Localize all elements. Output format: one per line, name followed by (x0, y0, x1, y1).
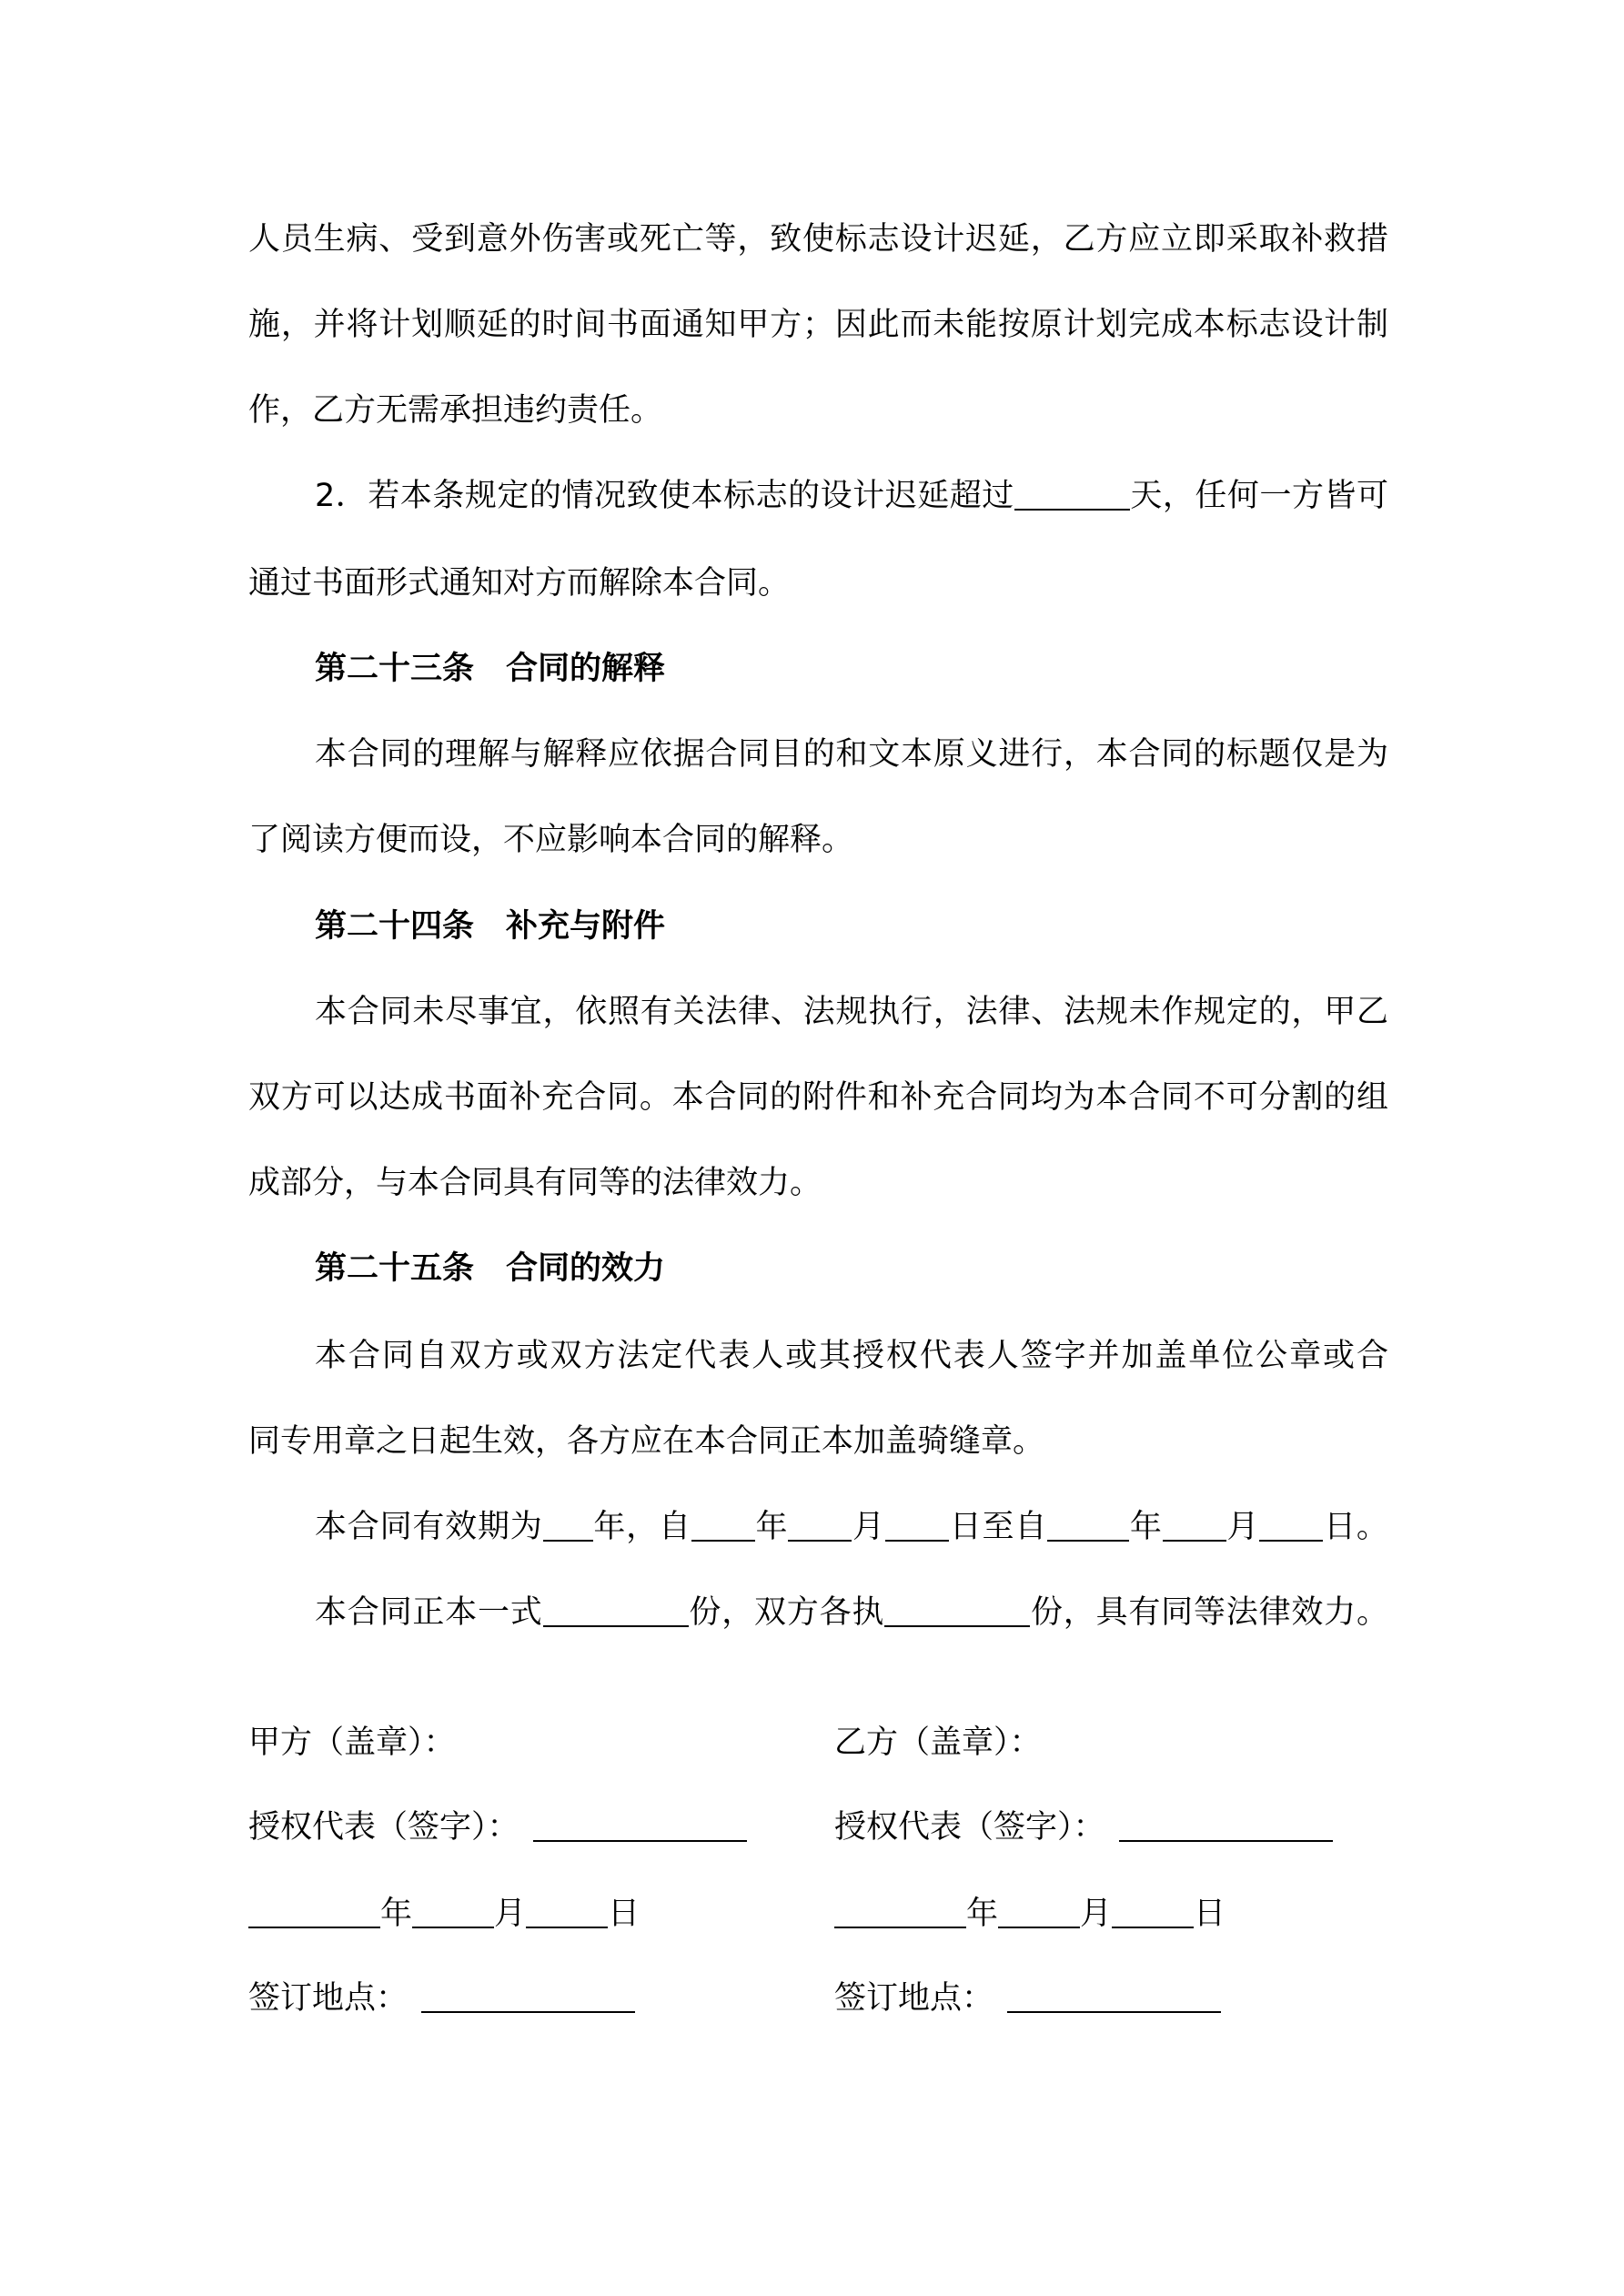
blank[interactable] (526, 1886, 608, 1928)
days-blank[interactable] (1014, 469, 1130, 511)
heading-article-23: 第二十三条 合同的解释 (315, 651, 666, 687)
text-line: 通过书面形式通知对方而解除本合同。 (248, 565, 791, 602)
text: 本合同有效期为 (315, 1509, 543, 1545)
text: 日。 (1323, 1509, 1388, 1545)
blank[interactable] (412, 1886, 494, 1928)
signature-blank[interactable] (1119, 1800, 1333, 1842)
text-line: 了阅读方便而设，不应影响本合同的解释。 (248, 822, 854, 858)
blank[interactable] (1047, 1500, 1129, 1542)
blank[interactable] (1112, 1886, 1194, 1928)
text: 2．若本条规定的情况致使本标志的设计迟延超过 (315, 478, 1014, 514)
party-b-date (834, 1886, 1226, 1941)
validity-line (248, 1500, 1388, 1554)
label: 授权代表（签字）： (834, 1809, 1105, 1846)
blank[interactable] (885, 1500, 949, 1542)
party-a-place (248, 1971, 635, 2026)
text-line: 同专用章之日起生效，各方应在本合同正本加盖骑缝章。 (248, 1423, 1045, 1460)
party-a-seal: 甲方（盖章）： (248, 1725, 456, 1761)
text-line: 人员生病、受到意外伤害或死亡等，致使标志设计迟延，乙方应立即采取补救措 (248, 221, 1388, 258)
text: 年 (754, 1509, 789, 1545)
text-line: 本合同的理解与解释应依据合同目的和文本原义进行，本合同的标题仅是为 (315, 736, 1388, 773)
text: 天，任何一方皆可 (1129, 478, 1388, 514)
blank[interactable] (691, 1500, 755, 1542)
text-line: 成部分，与本合同具有同等的法律效力。 (248, 1165, 822, 1201)
place-blank[interactable] (1007, 1971, 1221, 2013)
party-a-date (248, 1886, 640, 1941)
text: 本合同正本一式 (315, 1594, 543, 1631)
blank[interactable] (788, 1500, 852, 1542)
text: 日至自 (948, 1509, 1048, 1545)
text: 年 (966, 1896, 999, 1932)
label: 签订地点： (834, 1980, 994, 2017)
copies-line (248, 1585, 1388, 1640)
clause-2-line (248, 469, 1388, 523)
heading-article-25: 第二十五条 合同的效力 (315, 1250, 666, 1287)
text: 年 (380, 1896, 413, 1932)
blank[interactable] (1259, 1500, 1323, 1542)
text-line: 本合同自双方或双方法定代表人或其授权代表人签字并加盖单位公章或合 (315, 1338, 1388, 1374)
text: 月 (852, 1509, 885, 1545)
blank[interactable] (884, 1585, 1030, 1627)
text: 份，双方各执 (688, 1594, 885, 1631)
party-a-rep (248, 1800, 747, 1855)
text: 份，具有同等法律效力。 (1030, 1594, 1388, 1631)
blank[interactable] (834, 1886, 966, 1928)
text: 月 (1226, 1509, 1260, 1545)
signature-blank[interactable] (533, 1800, 747, 1842)
label: 签订地点： (248, 1980, 409, 2017)
party-b-seal: 乙方（盖章）： (834, 1725, 1042, 1761)
blank[interactable] (248, 1886, 380, 1928)
label: 授权代表（签字）： (248, 1809, 519, 1846)
text-line: 双方可以达成书面补充合同。本合同的附件和补充合同均为本合同不可分割的组 (248, 1079, 1388, 1116)
blank[interactable] (998, 1886, 1080, 1928)
text-line: 作，乙方无需承担违约责任。 (248, 392, 663, 429)
text: 月 (494, 1896, 527, 1932)
text-line: 施，并将计划顺延的时间书面通知甲方；因此而未能按原计划完成本标志设计制 (248, 307, 1388, 343)
text: 月 (1080, 1896, 1113, 1932)
heading-article-24: 第二十四条 补充与附件 (315, 908, 666, 945)
text: 年，自 (592, 1509, 691, 1545)
blank[interactable] (1163, 1500, 1226, 1542)
blank[interactable] (543, 1585, 689, 1627)
text: 日 (1194, 1896, 1226, 1932)
party-b-rep (834, 1800, 1333, 1855)
place-blank[interactable] (421, 1971, 635, 2013)
text: 日 (608, 1896, 641, 1932)
blank[interactable] (543, 1500, 593, 1542)
party-b-place (834, 1971, 1221, 2026)
text: 年 (1129, 1509, 1163, 1545)
text-line: 本合同未尽事宜，依照有关法律、法规执行，法律、法规未作规定的，甲乙 (315, 994, 1388, 1030)
